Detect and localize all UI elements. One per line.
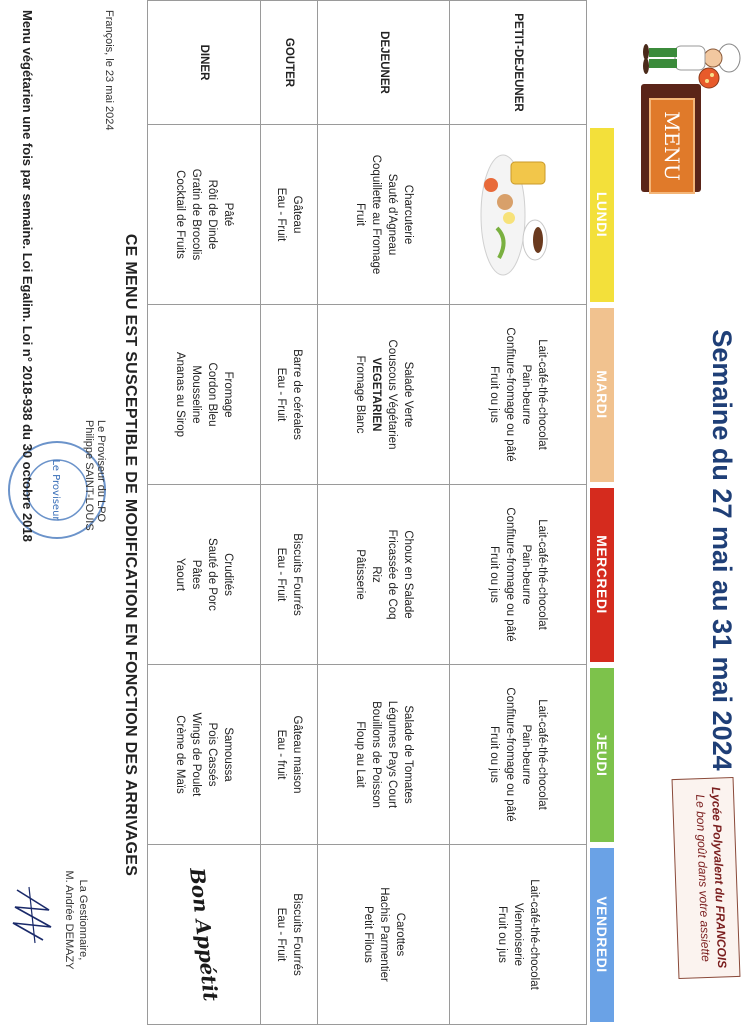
menu-item: Cocktail de Fruits (174, 170, 187, 259)
menu-item: Couscous Végétarien (385, 339, 398, 450)
menu-cell (148, 485, 261, 665)
meal-label: DEJEUNER (318, 1, 450, 125)
menu-item: Mousseline (190, 365, 203, 424)
menu-item: Bouillons de Poisson (369, 701, 382, 808)
menu-item: Hachis Parmentier (377, 887, 390, 982)
menu-item: Samoussa (222, 727, 235, 782)
menu-item: Gâteau maison (291, 715, 304, 794)
menu-item: Petit Filous (361, 906, 374, 963)
menu-sign: MENU (649, 98, 695, 194)
day-header (586, 485, 617, 665)
stamp-text: Le Proviseur (50, 459, 61, 521)
menu-item: Lait-café-thé-chocolat (535, 519, 548, 630)
menu-item: Eau - fruit (275, 729, 288, 780)
menu-item: Confiture-fromage ou pâté (503, 507, 516, 642)
menu-cell (449, 305, 586, 485)
menu-cell (261, 125, 318, 305)
menu-item: Viennoiserie (511, 902, 524, 967)
menu-item: Pâtes (190, 559, 203, 590)
menu-item: Yaourt (174, 557, 187, 592)
menu-cell (148, 125, 261, 305)
menu-item: Sauté d'Agneau (385, 173, 398, 256)
corner-cell (586, 1, 617, 125)
day-label: VENDREDI (590, 848, 614, 1022)
menu-item: Salade de Tomates (401, 705, 414, 804)
menu-item: Fromage (222, 371, 235, 418)
menu-item: Fruit (353, 203, 366, 226)
day-label: JEUDI (590, 668, 614, 842)
menu-item: Fruit ou jus (487, 726, 500, 783)
day-header (586, 845, 617, 1025)
day-header (586, 305, 617, 485)
meal-label: DINER (148, 1, 261, 125)
breakfast-photo-icon (465, 140, 575, 290)
menu-cell (318, 305, 450, 485)
school-label (672, 777, 741, 979)
menu-cell (318, 125, 450, 305)
modification-notice: CE MENU EST SUSCEPTIBLE DE MODIFICATION EN FONCTION DES ARRIVAGES (122, 233, 139, 877)
day-label: MERCREDI (590, 488, 614, 662)
menu-cell (148, 665, 261, 845)
menu-cell (148, 305, 261, 485)
meal-row (148, 1, 261, 1025)
menu-item: Charcuterie (401, 184, 414, 245)
menu-item: Ananas au Sirop (174, 351, 187, 438)
menu-item: Confiture-fromage ou pâté (503, 327, 516, 462)
menu-item: Eau - Fruit (275, 367, 288, 422)
menu-cell (261, 485, 318, 665)
proviseur-name: Philippe SAINT-LOUIS (83, 420, 95, 531)
gestionnaire-title: La Gestionnaire, (77, 879, 89, 961)
menu-cell (318, 485, 450, 665)
menu-item: Biscuits Fourrés (291, 893, 304, 976)
meal-row (261, 1, 318, 1025)
menu-item: Eau - Fruit (275, 547, 288, 602)
menu-cell (318, 845, 450, 1025)
menu-item: Eau - Fruit (275, 187, 288, 242)
menu-item: Cordon Bleu (206, 362, 219, 427)
menu-cell (261, 665, 318, 845)
menu-cell (148, 845, 261, 1025)
page-title: Semaine du 27 mai au 31 mai 2024 (707, 329, 737, 771)
school-name: Lycée Polyvalent du FRANCOIS (708, 786, 730, 969)
menu-item: Pain-beurre (519, 544, 532, 605)
menu-item: Fromage Blanc (353, 355, 366, 434)
meal-label: GOUTER (261, 1, 318, 125)
menu-item: Pain-beurre (519, 364, 532, 425)
menu-item: Crudités (222, 553, 235, 596)
day-label: MARDI (590, 308, 614, 482)
menu-table (147, 0, 617, 1025)
menu-cell (318, 665, 450, 845)
date-line: François, le 23 mai 2024 (103, 10, 115, 131)
day-header-row (586, 1, 617, 1025)
menu-item: Fruit ou jus (495, 906, 508, 963)
menu-item: Fruit ou jus (487, 546, 500, 603)
chef-icon (633, 26, 743, 96)
menu-cell (261, 305, 318, 485)
menu-item: Barre de céréales (291, 349, 304, 440)
menu-cell (449, 125, 586, 305)
menu-item: Légumes Pays Court (385, 700, 398, 809)
school-tagline: Le bon goût dans votre assiette (693, 794, 713, 963)
menu-item: Pain-beurre (519, 724, 532, 785)
menu-item: Biscuits Fourrés (291, 533, 304, 616)
day-label: LUNDI (590, 128, 614, 302)
menu-item: Wings de Poulet (190, 712, 203, 797)
bottom-note: Menu végétarien une fois par semaine. Loi Egalim. Loi n° 2018-938 du 30 octobre 2018 (20, 10, 35, 542)
menu-cell (449, 485, 586, 665)
gestionnaire-name: M. Andrée DEMAZY (63, 870, 75, 970)
menu-item: Pois Cassés (206, 722, 219, 787)
meal-row (318, 1, 450, 1025)
day-header (586, 665, 617, 845)
menu-item: Confiture-fromage ou pâté (503, 687, 516, 822)
menu-item: Fruit ou jus (487, 366, 500, 423)
meal-row (449, 1, 586, 1025)
meal-label: PETIT-DEJEUNER (449, 1, 586, 125)
menu-cell (261, 845, 318, 1025)
menu-item: Crème de Maïs (174, 715, 187, 794)
menu-item: Choux en Salade (401, 530, 414, 619)
menu-item: Eau - Fruit (275, 907, 288, 962)
menu-item: Lait-café-thé-chocolat (535, 699, 548, 810)
menu-item: Riz (369, 566, 382, 583)
menu-item: Pâté (222, 202, 235, 227)
menu-item: Fricassée de Coq (385, 529, 398, 620)
bon-appetit-text: Bon Appétit (185, 866, 224, 1003)
menu-item: Coquillette au Fromage (369, 154, 382, 275)
menu-item: Gâteau (291, 195, 304, 234)
menu-item: Sauté de Porc (206, 538, 219, 611)
day-header (586, 125, 617, 305)
menu-item: Rôti de Dinde (206, 179, 219, 250)
menu-item: Pâtisserie (353, 549, 366, 600)
menu-logo (631, 22, 743, 197)
menu-item: Lait-café-thé-chocolat (527, 879, 540, 990)
menu-item: Floup au Lait (353, 721, 366, 788)
menu-item: Carottes (393, 912, 406, 957)
proviseur-title: Le Proviseur du LPO (95, 420, 107, 523)
menu-item: Salade Verte (401, 361, 414, 428)
menu-cell (449, 845, 586, 1025)
menu-cell (449, 665, 586, 845)
menu-item: VEGETARIEN (369, 357, 382, 432)
menu-item: Lait-café-thé-chocolat (535, 339, 548, 450)
menu-item: Gratin de Brocolis (190, 168, 203, 261)
